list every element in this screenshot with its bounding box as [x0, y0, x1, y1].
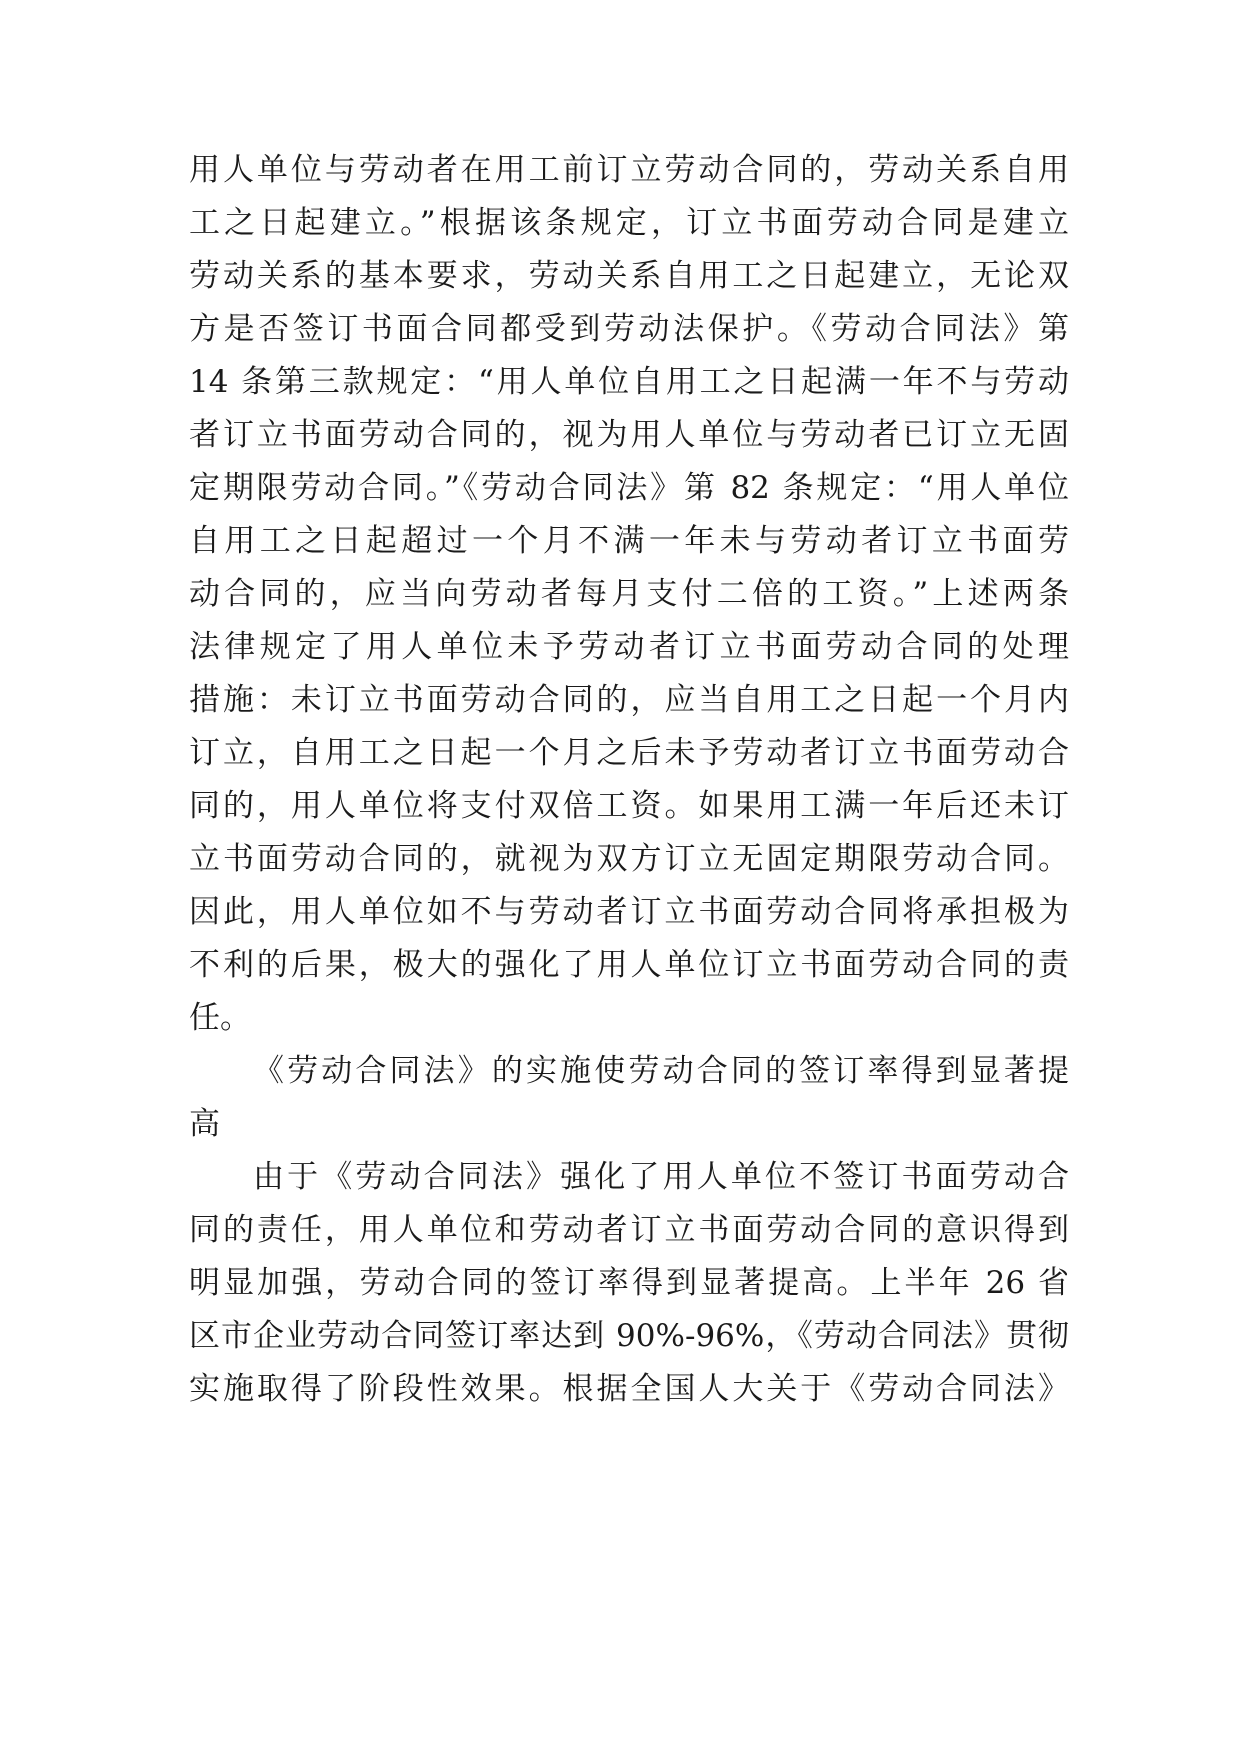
text-line: 同的，用人单位将支付双倍工资。如果用工满一年后还未订 — [189, 788, 1069, 824]
text-line: 不利的后果，极大的强化了用人单位订立书面劳动合同的责 — [189, 947, 1069, 983]
section-heading-line: 高 — [189, 1106, 220, 1142]
text-line: 工之日起建立。”根据该条规定，订立书面劳动合同是建立 — [189, 205, 1069, 241]
text-line: 法律规定了用人单位未予劳动者订立书面劳动合同的处理 — [189, 629, 1069, 665]
text-line: 立书面劳动合同的，就视为双方订立无固定期限劳动合同。 — [189, 841, 1069, 877]
text-line: 动合同的，应当向劳动者每月支付二倍的工资。”上述两条 — [189, 576, 1069, 612]
text-line: 区市企业劳动合同签订率达到 90%-96%，《劳动合同法》贯彻 — [189, 1318, 1069, 1354]
text-line: 方是否签订书面合同都受到劳动法保护。《劳动合同法》第 — [189, 311, 1069, 347]
text-line: 措施：未订立书面劳动合同的，应当自用工之日起一个月内 — [189, 682, 1069, 718]
text-line: 因此，用人单位如不与劳动者订立书面劳动合同将承担极为 — [189, 894, 1069, 930]
text-line: 用人单位与劳动者在用工前订立劳动合同的，劳动关系自用 — [189, 152, 1069, 188]
text-line: 实施取得了阶段性效果。根据全国人大关于《劳动合同法》 — [189, 1371, 1069, 1407]
text-line: 劳动关系的基本要求，劳动关系自用工之日起建立，无论双 — [189, 258, 1069, 294]
text-line: 订立，自用工之日起一个月之后未予劳动者订立书面劳动合 — [189, 735, 1069, 771]
text-line: 同的责任，用人单位和劳动者订立书面劳动合同的意识得到 — [189, 1212, 1069, 1248]
text-line: 自用工之日起超过一个月不满一年未与劳动者订立书面劳 — [189, 523, 1069, 559]
section-heading-line: 《劳动合同法》的实施使劳动合同的签订率得到显著提 — [253, 1053, 1069, 1089]
text-line: 者订立书面劳动合同的，视为用人单位与劳动者已订立无固 — [189, 417, 1069, 453]
text-line: 14 条第三款规定：“用人单位自用工之日起满一年不与劳动 — [189, 364, 1069, 400]
text-line: 由于《劳动合同法》强化了用人单位不签订书面劳动合 — [253, 1159, 1069, 1195]
text-line: 定期限劳动合同。”《劳动合同法》第 82 条规定：“用人单位 — [189, 470, 1069, 506]
text-line: 任。 — [189, 1000, 251, 1036]
text-line: 明显加强，劳动合同的签订率得到显著提高。上半年 26 省 — [189, 1265, 1069, 1301]
